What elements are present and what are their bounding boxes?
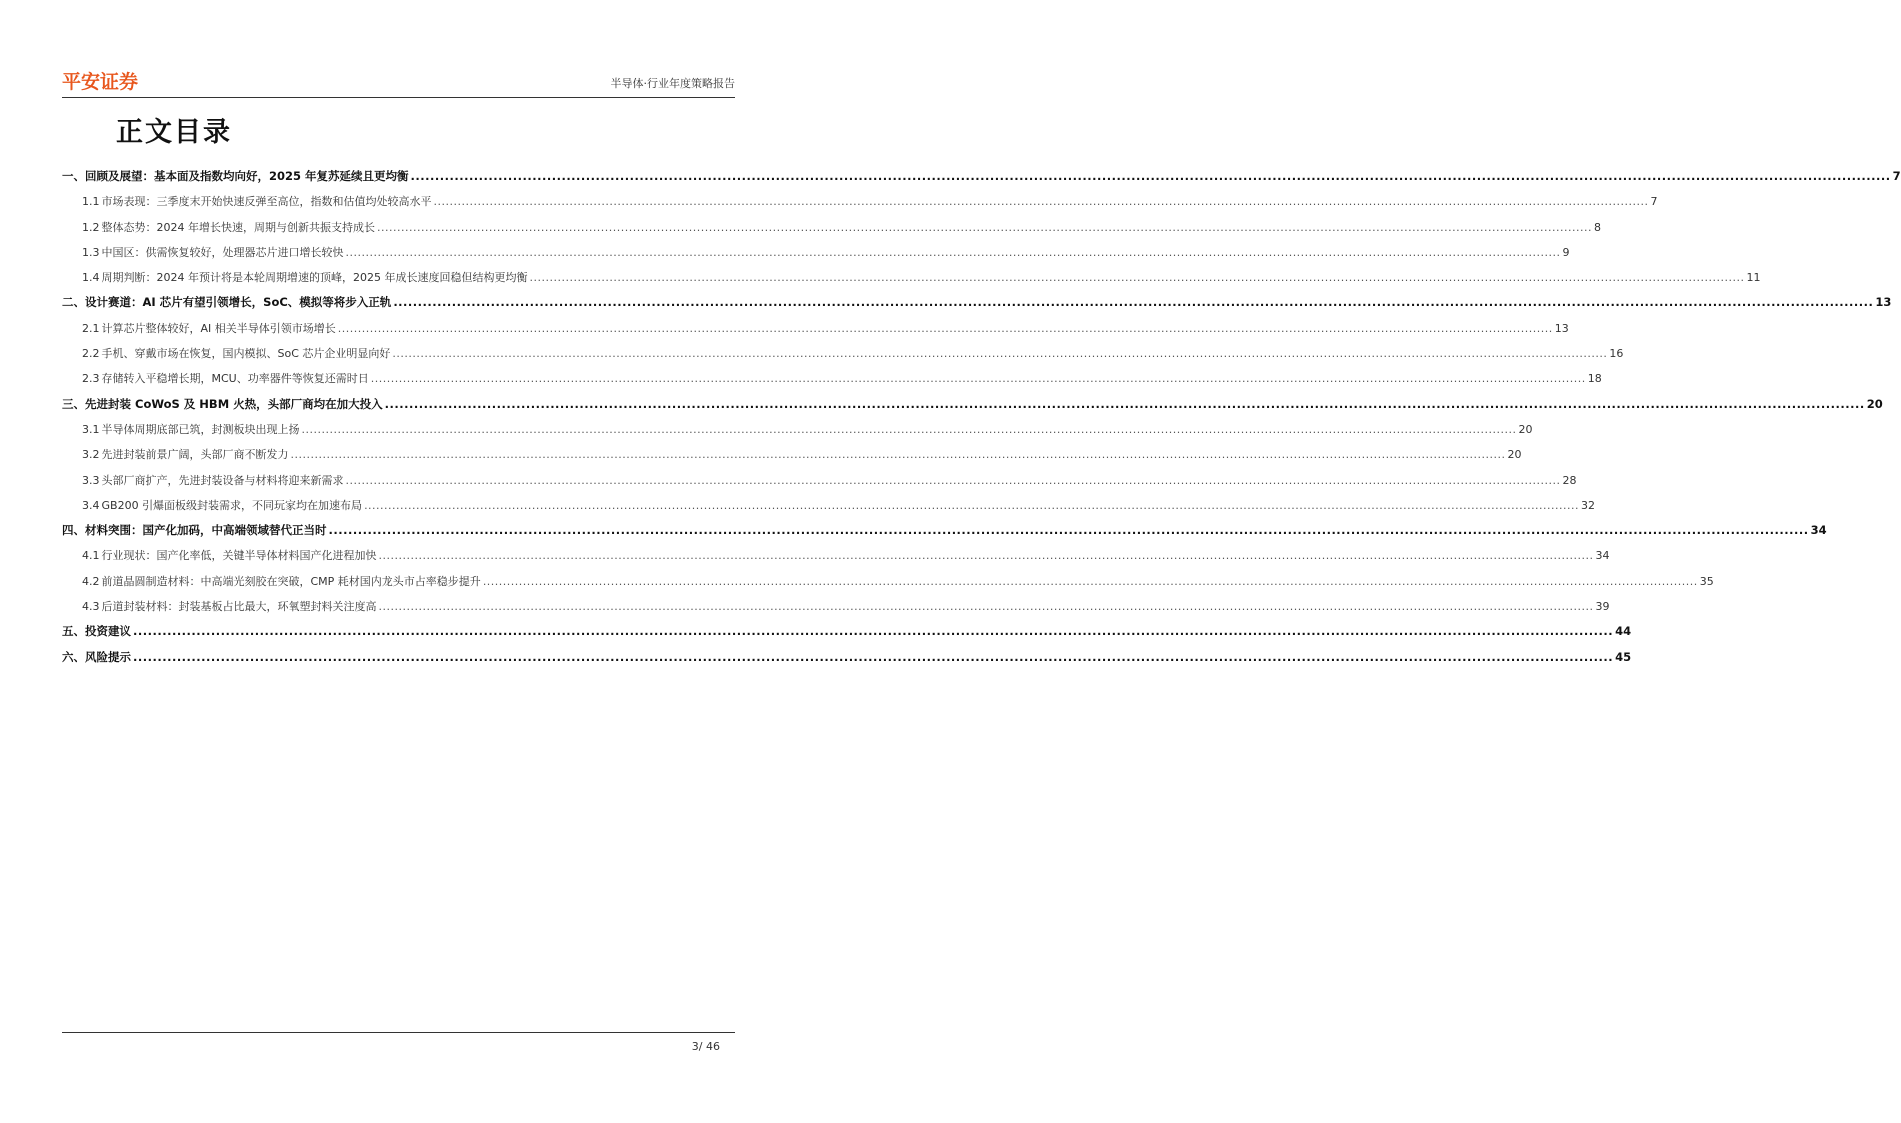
toc-leader-dots <box>338 322 1553 335</box>
toc-section-link[interactable] <box>62 294 1892 319</box>
toc-entry-number: 六、 <box>62 649 85 664</box>
toc-leader-dots <box>379 600 1594 613</box>
toc-page-number: 28 <box>1562 473 1577 487</box>
toc-entry-number: 4.3 <box>82 600 100 614</box>
toc-section-link[interactable] <box>62 168 1901 193</box>
toc-page-number: 34 <box>1595 549 1610 563</box>
toc-page-number: 9 <box>1562 245 1570 259</box>
toc-page-number: 8 <box>1593 220 1601 234</box>
toc-page-number: 18 <box>1587 372 1602 386</box>
toc-leader-dots <box>329 523 1809 537</box>
toc-page-number: 20 <box>1866 396 1883 411</box>
toc-title: 正文目录 <box>116 117 232 148</box>
toc-page-number: 13 <box>1554 321 1569 335</box>
toc-entry-number: 3.1 <box>82 422 100 436</box>
toc-entry-number: 三、 <box>62 396 85 411</box>
toc-section-link[interactable] <box>62 649 1632 674</box>
toc-page-number: 11 <box>1746 271 1761 285</box>
toc-subsection-link[interactable] <box>62 269 1761 294</box>
toc-entry-number: 4.2 <box>82 574 100 588</box>
toc-entry-title: 计算芯片整体较好，AI 相关半导体引领市场增长 <box>101 321 336 335</box>
toc-entry-title: 前道晶圆制造材料：中高端光刻胶在突破，CMP 耗材国内龙头市占率稳步提升 <box>101 574 481 588</box>
toc-entry-title: 周期判断：2024 年预计将是本轮周期增速的顶峰，2025 年成长速度回稳但结构更均衡 <box>101 271 528 285</box>
toc-leader-dots <box>393 295 1873 309</box>
toc-leader-dots <box>364 499 1579 512</box>
toc-page-number: 16 <box>1609 347 1624 361</box>
toc-subsection-link[interactable] <box>62 472 1577 497</box>
header-divider <box>62 97 735 98</box>
toc-entry-number: 2.3 <box>82 372 100 386</box>
toc-entry-number: 3.2 <box>82 448 100 462</box>
toc-leader-dots <box>411 169 1891 183</box>
toc-page-number: 45 <box>1615 649 1632 664</box>
toc-entry-title: 整体态势：2024 年增长快速，周期与创新共振支持成长 <box>101 220 375 234</box>
toc-leader-dots <box>392 347 1607 360</box>
toc-entry-title: 手机、穿戴市场在恢复，国内模拟、SoC 芯片企业明显向好 <box>101 347 391 361</box>
toc-subsection-link[interactable] <box>62 345 1624 370</box>
toc-entry-title: 市场表现：三季度末开始快速反弹至高位，指数和估值均处较高水平 <box>101 195 432 209</box>
toc-entry-title: GB200 引爆面板级封装需求，不同玩家均在加速布局 <box>101 498 363 512</box>
toc-leader-dots <box>346 246 1561 259</box>
toc-leader-dots <box>434 195 1649 208</box>
toc-subsection-link[interactable] <box>62 320 1569 345</box>
toc-entry-title: 存储转入平稳增长期，MCU、功率器件等恢复还需时日 <box>101 372 369 386</box>
report-type: 半导体·行业年度策略报告 <box>610 77 735 90</box>
toc-page-number: 20 <box>1507 448 1522 462</box>
toc-entry-title: 先进封装前景广阔，头部厂商不断发力 <box>101 448 289 462</box>
toc-page-number: 35 <box>1699 574 1714 588</box>
toc-entry-title: 风险提示 <box>85 649 131 664</box>
toc-entry-number: 1.2 <box>82 220 100 234</box>
toc-entry-title: 头部厂商扩产，先进封装设备与材料将迎来新需求 <box>101 473 344 487</box>
toc-entry-number: 二、 <box>62 295 85 310</box>
toc-subsection-link[interactable] <box>62 573 1714 598</box>
toc-subsection-link[interactable] <box>62 446 1522 471</box>
toc-entry-number: 1.1 <box>82 195 100 209</box>
table-of-contents <box>62 168 1901 674</box>
toc-leader-dots <box>302 423 1517 436</box>
toc-page-number: 39 <box>1595 600 1610 614</box>
toc-entry-number: 1.4 <box>82 271 100 285</box>
toc-page-number: 7 <box>1892 169 1901 183</box>
toc-entry-title: 设计赛道：AI 芯片有望引领增长，SoC、模拟等将步入正轨 <box>85 295 392 310</box>
toc-leader-dots <box>133 650 1613 664</box>
toc-entry-title: 回顾及展望：基本面及指数均向好，2025 年复苏延续且更均衡 <box>85 169 409 183</box>
toc-leader-dots <box>379 549 1594 562</box>
toc-entry-number: 1.3 <box>82 245 100 259</box>
toc-entry-title: 投资建议 <box>85 624 131 639</box>
page-header <box>62 62 735 98</box>
toc-entry-title: 半导体周期底部已筑，封测板块出现上扬 <box>101 422 300 436</box>
toc-leader-dots <box>346 474 1561 487</box>
toc-entry-number: 3.4 <box>82 498 100 512</box>
toc-page-number: 32 <box>1581 498 1596 512</box>
toc-entry-title: 行业现状：国产化率低，关键半导体材料国产化进程加快 <box>101 549 377 563</box>
toc-entry-title: 后道封装材料：封装基板占比最大，环氧塑封料关注度高 <box>101 600 377 614</box>
toc-subsection-link[interactable] <box>62 219 1601 244</box>
toc-subsection-link[interactable] <box>62 370 1602 395</box>
toc-entry-number: 2.1 <box>82 321 100 335</box>
toc-leader-dots <box>385 397 1865 411</box>
toc-page-number: 44 <box>1615 624 1632 639</box>
toc-page-number: 13 <box>1875 295 1892 310</box>
toc-subsection-link[interactable] <box>62 244 1570 269</box>
page-number: 3/ 46 <box>691 1040 720 1053</box>
toc-subsection-link[interactable] <box>62 598 1610 623</box>
toc-subsection-link[interactable] <box>62 421 1533 446</box>
footer-divider <box>62 1032 735 1033</box>
toc-leader-dots <box>291 448 1506 461</box>
toc-section-link[interactable] <box>62 522 1827 547</box>
toc-entry-number: 2.2 <box>82 347 100 361</box>
toc-entry-title: 中国区：供需恢复较好，处理器芯片进口增长较快 <box>101 245 344 259</box>
toc-entry-number: 3.3 <box>82 473 100 487</box>
toc-leader-dots <box>377 221 1592 234</box>
toc-entry-number: 四、 <box>62 523 85 538</box>
toc-subsection-link[interactable] <box>62 547 1610 572</box>
toc-subsection-link[interactable] <box>62 193 1658 218</box>
toc-entry-title: 先进封装 CoWoS 及 HBM 火热，头部厂商均在加大投入 <box>85 396 383 411</box>
toc-subsection-link[interactable] <box>62 497 1596 522</box>
toc-leader-dots <box>133 624 1613 638</box>
toc-section-link[interactable] <box>62 396 1883 421</box>
toc-page-number: 20 <box>1518 422 1533 436</box>
toc-leader-dots <box>483 575 1698 588</box>
company-logo: 平安证券 <box>62 71 139 93</box>
toc-entry-title: 材料突围：国产化加码，中高端领域替代正当时 <box>85 523 327 538</box>
toc-leader-dots <box>371 372 1586 385</box>
toc-page-number: 7 <box>1650 195 1658 209</box>
toc-page-number: 34 <box>1810 523 1827 538</box>
toc-entry-number: 4.1 <box>82 549 100 563</box>
toc-section-link[interactable] <box>62 623 1632 648</box>
toc-entry-number: 五、 <box>62 624 85 639</box>
toc-leader-dots <box>529 271 1744 284</box>
toc-entry-number: 一、 <box>62 169 85 183</box>
